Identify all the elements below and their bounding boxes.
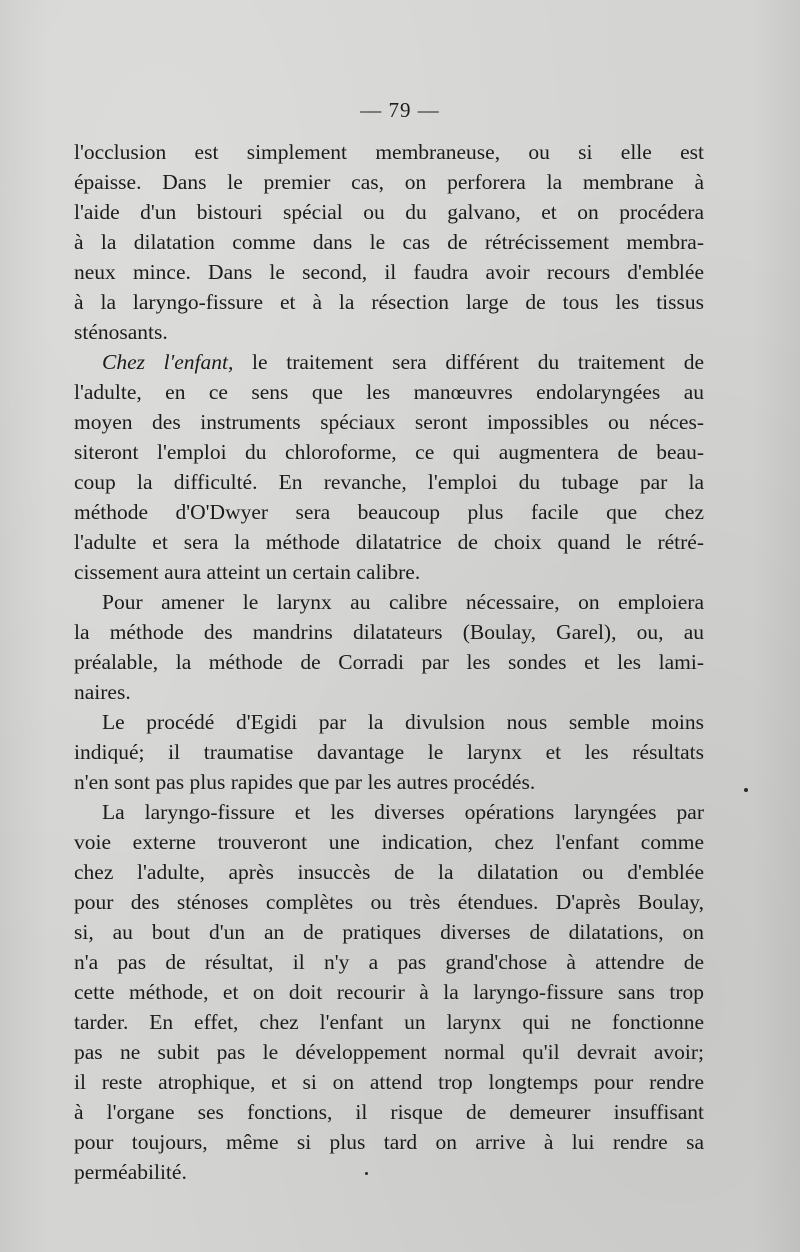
text-line: voie externe trouveront une indication, chez l'enfant comme — [74, 830, 704, 854]
paragraph-2 — [74, 347, 704, 587]
text-line: n'en sont pas plus rapides que par les autres procédés. — [74, 770, 536, 794]
text-line: n'a pas de résultat, il n'y a pas grand'chose à attendre de — [74, 950, 704, 974]
text-line: à l'organe ses fonctions, il risque de demeurer insuffisant — [74, 1100, 704, 1124]
text-line: cette méthode, et on doit recourir à la laryngo-fissure sans trop — [74, 980, 704, 1004]
text-line: chez l'adulte, après insuccès de la dilatation ou d'emblée — [74, 860, 704, 884]
text-line: moyen des instruments spéciaux seront impossibles ou néces- — [74, 410, 704, 434]
text-line: siteront l'emploi du chloroforme, ce qui augmentera de beau- — [74, 440, 704, 464]
text-line: naires. — [74, 680, 131, 704]
text-line: indiqué; il traumatise davantage le larynx et les résultats — [74, 740, 704, 764]
text-line: l'occlusion est simplement membraneuse, ou si elle est — [74, 140, 704, 164]
text-line-rest: le traitement sera différent du traitement de — [233, 350, 704, 374]
text-line: perméabilité. — [74, 1160, 187, 1184]
paragraph-4 — [74, 707, 704, 797]
text-line: la méthode des mandrins dilatateurs (Boulay, Garel), ou, au — [74, 620, 704, 644]
text-line: cissement aura atteint un certain calibre. — [74, 560, 421, 584]
text-line: sténosants. — [74, 320, 168, 344]
text-line: l'adulte, en ce sens que les manœuvres endolaryngées au — [74, 380, 704, 404]
text-line: Le procédé d'Egidi par la divulsion nous semble moins — [102, 710, 704, 734]
text-line: La laryngo-fissure et les diverses opérations laryngées par — [102, 800, 704, 824]
paragraph-5 — [74, 797, 704, 1187]
text-line: l'aide d'un bistouri spécial ou du galvano, et on procédera — [74, 200, 704, 224]
ink-speck — [744, 788, 748, 792]
text-line — [74, 347, 704, 377]
ink-speck — [365, 1172, 368, 1175]
text-line: neux mince. Dans le second, il faudra avoir recours d'emblée — [74, 260, 704, 284]
text-line: méthode d'O'Dwyer sera beaucoup plus facile que chez — [74, 500, 704, 524]
text-line: à la dilatation comme dans le cas de rétrécissement membra- — [74, 230, 704, 254]
text-line: si, au bout d'un an de pratiques diverses de dilatations, on — [74, 920, 704, 944]
body-text — [74, 137, 704, 1187]
text-line: coup la difficulté. En revanche, l'emploi du tubage par la — [74, 470, 704, 494]
text-line: pour des sténoses complètes ou très étendues. D'après Boulay, — [74, 890, 704, 914]
page-number: — 79 — — [360, 98, 440, 122]
text-line: tarder. En effet, chez l'enfant un larynx qui ne fonctionne — [74, 1010, 704, 1034]
text-line: pas ne subit pas le développement normal qu'il devrait avoir; — [74, 1040, 704, 1064]
text-line: épaisse. Dans le premier cas, on perforera la membrane à — [74, 170, 704, 194]
text-line: l'adulte et sera la méthode dilatatrice de choix quand le rétré- — [74, 530, 704, 554]
paragraph-3 — [74, 587, 704, 707]
text-line: pour toujours, même si plus tard on arrive à lui rendre sa — [74, 1130, 704, 1154]
italic-lead: Chez l'enfant, — [102, 350, 234, 374]
text-line: Pour amener le larynx au calibre nécessaire, on emploiera — [102, 590, 704, 614]
text-line: à la laryngo-fissure et à la résection large de tous les tissus — [74, 290, 704, 314]
paragraph-1 — [74, 137, 704, 347]
text-line: il reste atrophique, et si on attend trop longtemps pour rendre — [74, 1070, 704, 1094]
text-line: préalable, la méthode de Corradi par les sondes et les lami- — [74, 650, 704, 674]
